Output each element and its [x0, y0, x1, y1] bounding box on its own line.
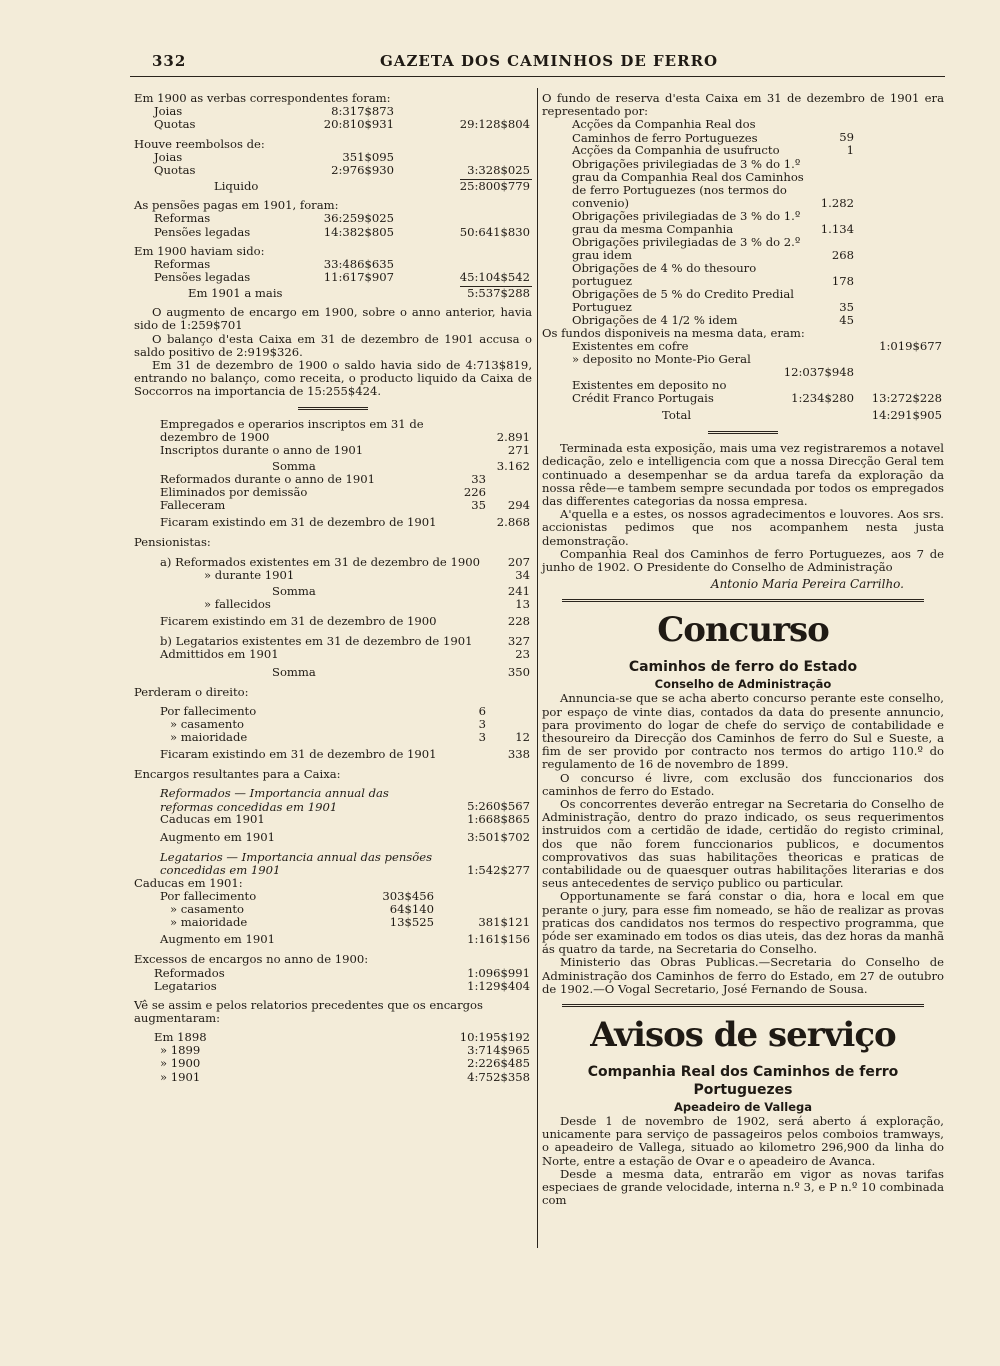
page-number: 332 — [152, 52, 187, 70]
row-total: 34 — [515, 567, 530, 582]
row-value: 35 — [839, 299, 854, 314]
page-title: GAZETA DOS CAMINHOS DE FERRO — [380, 52, 719, 70]
row-label: Somma — [272, 664, 316, 679]
row-value: 226 — [463, 485, 486, 500]
row-label: Pensões legadas — [154, 224, 251, 239]
row-label: Reformados — [154, 965, 225, 980]
row-label: Ficarem existindo em 31 de dezembro de 1900 — [160, 614, 437, 629]
row-value: 1 — [846, 143, 854, 158]
text-line: Excessos de encargos no anno de 1900: — [134, 952, 369, 967]
row-total: 1:096$991 — [467, 965, 530, 980]
row-total: 1:129$404 — [467, 978, 530, 993]
row-total: 3:328$025 — [467, 162, 530, 177]
text-line: Os concorrentes deverão entregar na Secretaria do Conselho de Administração, dentro do prazo indicado, os seus requerimentos instruidos com a certidão de idade, certidão do registo criminal, dos que não forem funccionarios publicos, e documentos comprovativos das suas habilitações theoricas e praticas de contabilidade ou de quaesquer outras habilitações literarias e dos seus antecedentes de serviço publico ou particular. — [542, 797, 944, 891]
row-label: Existentes em cofre — [572, 338, 689, 353]
row-value: 36:259$025 — [323, 211, 394, 226]
row-label: Ficaram existindo em 31 de dezembro de 1901 — [160, 747, 437, 762]
text-line: A'quella e a estes, os nossos agradecimentos e louvores. Aos srs. accionistas pedimos que nos acompanhem nesta justa demonstração. — [542, 507, 944, 548]
row-label: a) Reformados existentes em 31 de dezembro de 1900 — [160, 554, 480, 569]
row-label: Obrigações de 5 % do Credito Predial Portuguez — [572, 286, 794, 314]
text-line: Em 1900 haviam sido: — [134, 243, 265, 258]
row-label: Em 1898 — [154, 1029, 207, 1044]
row-value: 1.134 — [820, 221, 854, 236]
text-line: Encargos resultantes para a Caixa: — [134, 767, 341, 782]
section-separator — [298, 407, 368, 410]
row-label: Pensões legadas — [154, 270, 251, 285]
text-line: As pensões pagas em 1901, foram: — [134, 198, 339, 213]
row-total: 294 — [507, 498, 530, 513]
row-label: Acções da Companhia de usufructo — [572, 143, 780, 158]
row-label: Obrigações privilegiadas de 3 % do 1.º grau da mesma Companhia — [572, 208, 801, 236]
right-column — [542, 92, 944, 1207]
row-label: Existentes em deposito no Crédit Franco Portugais — [572, 378, 727, 406]
paragraph — [542, 442, 944, 574]
row-label: Liquido — [214, 179, 259, 194]
row-total: 271 — [507, 442, 530, 457]
row-label: Ficaram existindo em 31 de dezembro de 1901 — [160, 515, 437, 530]
text-line: Terminada esta exposição, mais uma vez registraremos a notavel dedicação, zelo e intelligencia com que a nossa Direcção Geral tem continuado a desempenhar se da ardua tarefa da exploração da nossa rêde—e tambem sempre secundada por todos os empregados das differentes categorias da nossa empresa. — [542, 441, 944, 508]
row-label: » deposito no Monte-Pio Geral — [572, 352, 751, 367]
row-label: b) Legatarios existentes em 31 de dezembro de 1901 — [160, 634, 473, 649]
row-label: Obrigações privilegiadas de 3 % do 1.º grau da Companhia Real dos Caminhos de ferro Portuguezes (nos termos do convenio) — [572, 156, 804, 211]
paragraph — [134, 306, 532, 398]
row-label: Inscriptos durante o anno de 1901 — [160, 442, 364, 457]
row-total: 29:128$804 — [459, 117, 530, 132]
row-label: Quotas — [154, 162, 196, 177]
signature: Antonio Maria Pereira Carrilho. — [710, 577, 904, 592]
row-value: 64$140 — [389, 902, 434, 917]
text-line: O augmento de encargo em 1900, sobre o anno anterior, havia sido de 1:259$701 — [134, 305, 532, 333]
row-label: Joias — [154, 104, 183, 119]
row-total: 3.162 — [496, 458, 530, 473]
row-total: 2.891 — [496, 429, 530, 444]
row-total: 5:260$567 — [467, 799, 530, 814]
text-line: Em 1900 as verbas correspondentes foram: — [134, 91, 391, 105]
row-label: » maioridade — [170, 730, 248, 745]
row-label: Empregados e operarios inscriptos em 31 de dezembro de 1900 — [160, 416, 424, 444]
row-total: 10:195$192 — [459, 1029, 530, 1044]
row-total: 381$121 — [478, 915, 530, 930]
row-total: 327 — [507, 634, 530, 649]
text-line: Ministerio das Obras Publicas.—Secretaria do Conselho de Administração dos Caminhos de ferro do Estado, em 27 de outubro de 1902.—O Vogal Secretario, José Fernando de Sousa. — [542, 955, 944, 996]
text-line: Pensionistas: — [134, 535, 211, 550]
row-total: 3:501$702 — [467, 829, 530, 844]
row-label: Reformas — [154, 211, 211, 226]
text-line: Houve reembolsos de: — [134, 136, 265, 151]
text-line: Desde a mesma data, entrarão em vigor as novas tarifas especiaes de grande velocidade, interna n.º 3, e P n.º 10 combinada com — [542, 1166, 944, 1208]
row-label: Quotas — [154, 117, 196, 132]
text-line: Os fundos disponiveis na mesma data, eram: — [542, 325, 805, 340]
row-total: 23 — [515, 647, 530, 662]
row-label: Augmento em 1901 — [160, 829, 275, 844]
row-value: 33 — [471, 471, 486, 486]
concurso-subheading: Caminhos de ferro do Estado — [628, 659, 858, 676]
row-total: 13:272$228 — [871, 391, 942, 406]
row-label: » 1900 — [160, 1056, 201, 1071]
section-separator — [708, 431, 778, 434]
text-line: Em 31 de dezembro de 1900 o saldo havia sido de 4:713$819, entrando no balanço, como receita, o producto liquido da Caixa de Soccorros na importancia de 15:255$424. — [134, 358, 532, 399]
text-line: O concurso é livre, com exclusão dos funccionarios dos caminhos de ferro do Estado. — [542, 770, 944, 798]
paragraph — [542, 92, 944, 118]
row-label: » casamento — [170, 716, 245, 731]
row-total: 45:104$542 — [459, 270, 530, 285]
row-value: 268 — [831, 247, 854, 262]
row-total: 350 — [507, 664, 530, 679]
text-line: O fundo de reserva d'esta Caixa em 31 de dezembro de 1901 era representado por: — [542, 91, 944, 119]
text-line: Perderam o direito: — [134, 684, 249, 699]
row-label: Reformados — Importancia annual das reformas concedidas em 1901 — [160, 786, 389, 814]
row-label: Obrigações de 4 % do thesouro portuguez — [572, 260, 757, 288]
row-label: Acções da Companhia Real dos Caminhos de ferro Portuguezes — [572, 117, 758, 145]
row-label: Em 1901 a mais — [188, 286, 283, 301]
avisos-subheading: Companhia Real dos Caminhos de ferro Portuguezes — [587, 1064, 899, 1099]
row-total: 338 — [507, 747, 530, 762]
row-total: 50:641$830 — [459, 224, 530, 239]
row-label: » casamento — [170, 902, 245, 917]
row-total: 228 — [507, 614, 530, 629]
row-label: Eliminados por demissão — [160, 485, 308, 500]
row-label: Total — [662, 408, 692, 423]
row-label: Joias — [154, 149, 183, 164]
row-label: Somma — [272, 583, 316, 598]
row-total: 1:019$677 — [879, 338, 942, 353]
row-total: 1:668$865 — [467, 812, 530, 827]
row-label: Legatarios — Importancia annual das pensões concedidas em 1901 — [160, 849, 433, 877]
section-rule — [562, 599, 924, 602]
row-label: Falleceram — [160, 498, 226, 513]
avisos-subheading-2: Apeadeiro de Vallega — [674, 1100, 812, 1115]
text-line: O balanço d'esta Caixa em 31 de dezembro de 1901 accusa o saldo positivo de 2:919$326. — [134, 331, 532, 359]
text-line: Annuncia-se que se acha aberto concurso perante este conselho, por espaço de vinte dias, contados da data do presente annuncio, para provimento do logar de chefe do serviço de contabilidade e thesoureiro da Direcção dos Caminhos de ferro do Sul e Sueste, a fim de ser provido por contracto nos termos do artigo 110.º do regulamento de 16 de novembro de 1899. — [542, 691, 944, 772]
row-label: » fallecidos — [204, 596, 271, 611]
row-total: 13 — [515, 596, 530, 611]
section-rule — [562, 1004, 924, 1007]
text-line: Companhia Real dos Caminhos de ferro Portuguezes, aos 7 de junho de 1902. O Presidente do Conselho de Administração — [542, 546, 944, 574]
row-value: 8:317$873 — [331, 104, 394, 119]
row-label: » 1901 — [160, 1069, 201, 1084]
row-total: 3:714$965 — [467, 1043, 530, 1058]
row-value: 35 — [471, 498, 486, 513]
row-value: 6 — [478, 703, 486, 718]
row-value: 20:810$931 — [323, 117, 394, 132]
concurso-heading: Concurso — [657, 610, 829, 651]
row-value: 2:976$930 — [331, 162, 394, 177]
paragraph — [542, 692, 944, 996]
row-label: » 1899 — [160, 1043, 201, 1058]
text-line: Caducas em 1901: — [134, 875, 243, 890]
row-total: 5:537$288 — [467, 286, 530, 301]
row-label: » maioridade — [170, 915, 248, 930]
text-line: Vê se assim e pelos relatorios precedentes que os encargos augmentaram: — [134, 997, 483, 1026]
page-header — [148, 52, 938, 74]
paragraph — [542, 1115, 944, 1207]
row-value: 1.282 — [820, 195, 854, 210]
row-label: » durante 1901 — [204, 567, 295, 582]
row-label: Reformados durante o anno de 1901 — [160, 471, 376, 486]
row-total: 25:800$779 — [459, 179, 530, 194]
row-total: 4:752$358 — [467, 1069, 530, 1084]
left-column — [134, 92, 532, 1084]
row-total: 1:542$277 — [467, 862, 530, 877]
row-value: 33:486$635 — [323, 256, 394, 271]
row-total: 207 — [507, 554, 530, 569]
row-label: Caducas em 1901 — [160, 812, 265, 827]
row-label: Augmento em 1901 — [160, 932, 275, 947]
row-label: Obrigações privilegiadas de 3 % do 2.º grau idem — [572, 234, 801, 262]
column-divider — [537, 88, 538, 1248]
row-total: 241 — [507, 583, 530, 598]
row-total: 1:161$156 — [467, 932, 530, 947]
header-rule — [130, 76, 945, 77]
row-value: 14:382$805 — [323, 224, 394, 239]
row-label: Admittidos em 1901 — [160, 647, 279, 662]
row-value: 3 — [478, 716, 486, 731]
row-total: 2.868 — [496, 515, 530, 530]
concurso-subheading-2: Conselho de Administração — [654, 677, 832, 692]
row-total: 14:291$905 — [871, 408, 942, 423]
row-label: Somma — [272, 458, 316, 473]
row-label: Por fallecimento — [160, 888, 257, 903]
text-line: Desde 1 de novembro de 1902, será aberto á exploração, unicamente para serviço de passageiros pelos comboios tramways, o apeadeiro de Vallega, situado ao kilometro 296,900 da linha do Norte, entre a estação de Ovar e o apeadeiro de Avanca. — [542, 1114, 944, 1168]
row-value: 45 — [839, 312, 854, 327]
row-value: 11:617$907 — [323, 270, 394, 285]
row-value: 1:234$280 — [791, 391, 854, 406]
row-label: Obrigações de 4 1/2 % idem — [572, 312, 738, 327]
row-value: 13$525 — [389, 915, 434, 930]
row-value: 12:037$948 — [783, 365, 854, 380]
row-total: 2:226$485 — [467, 1056, 530, 1071]
row-value: 351$095 — [342, 149, 394, 164]
row-value: 3 — [478, 730, 486, 745]
avisos-heading: Avisos de serviço — [590, 1015, 896, 1056]
text-line: Opportunamente se fará constar o dia, hora e local em que perante o jury, para esse fim nomeado, se hão de realizar as provas praticas dos candidatos nos termos do respectivo programma, que póde ser examinado em todos os dias uteis, das dez horas da manhã ás quatro da tarde, na Secretaria do Conselho. — [542, 889, 944, 957]
row-total: 12 — [515, 730, 530, 745]
row-label: Por fallecimento — [160, 703, 257, 718]
row-value: 178 — [831, 273, 854, 288]
row-value: 303$456 — [382, 888, 434, 903]
row-value: 59 — [839, 130, 854, 145]
row-label: Reformas — [154, 256, 211, 271]
row-label: Legatarios — [154, 978, 217, 993]
